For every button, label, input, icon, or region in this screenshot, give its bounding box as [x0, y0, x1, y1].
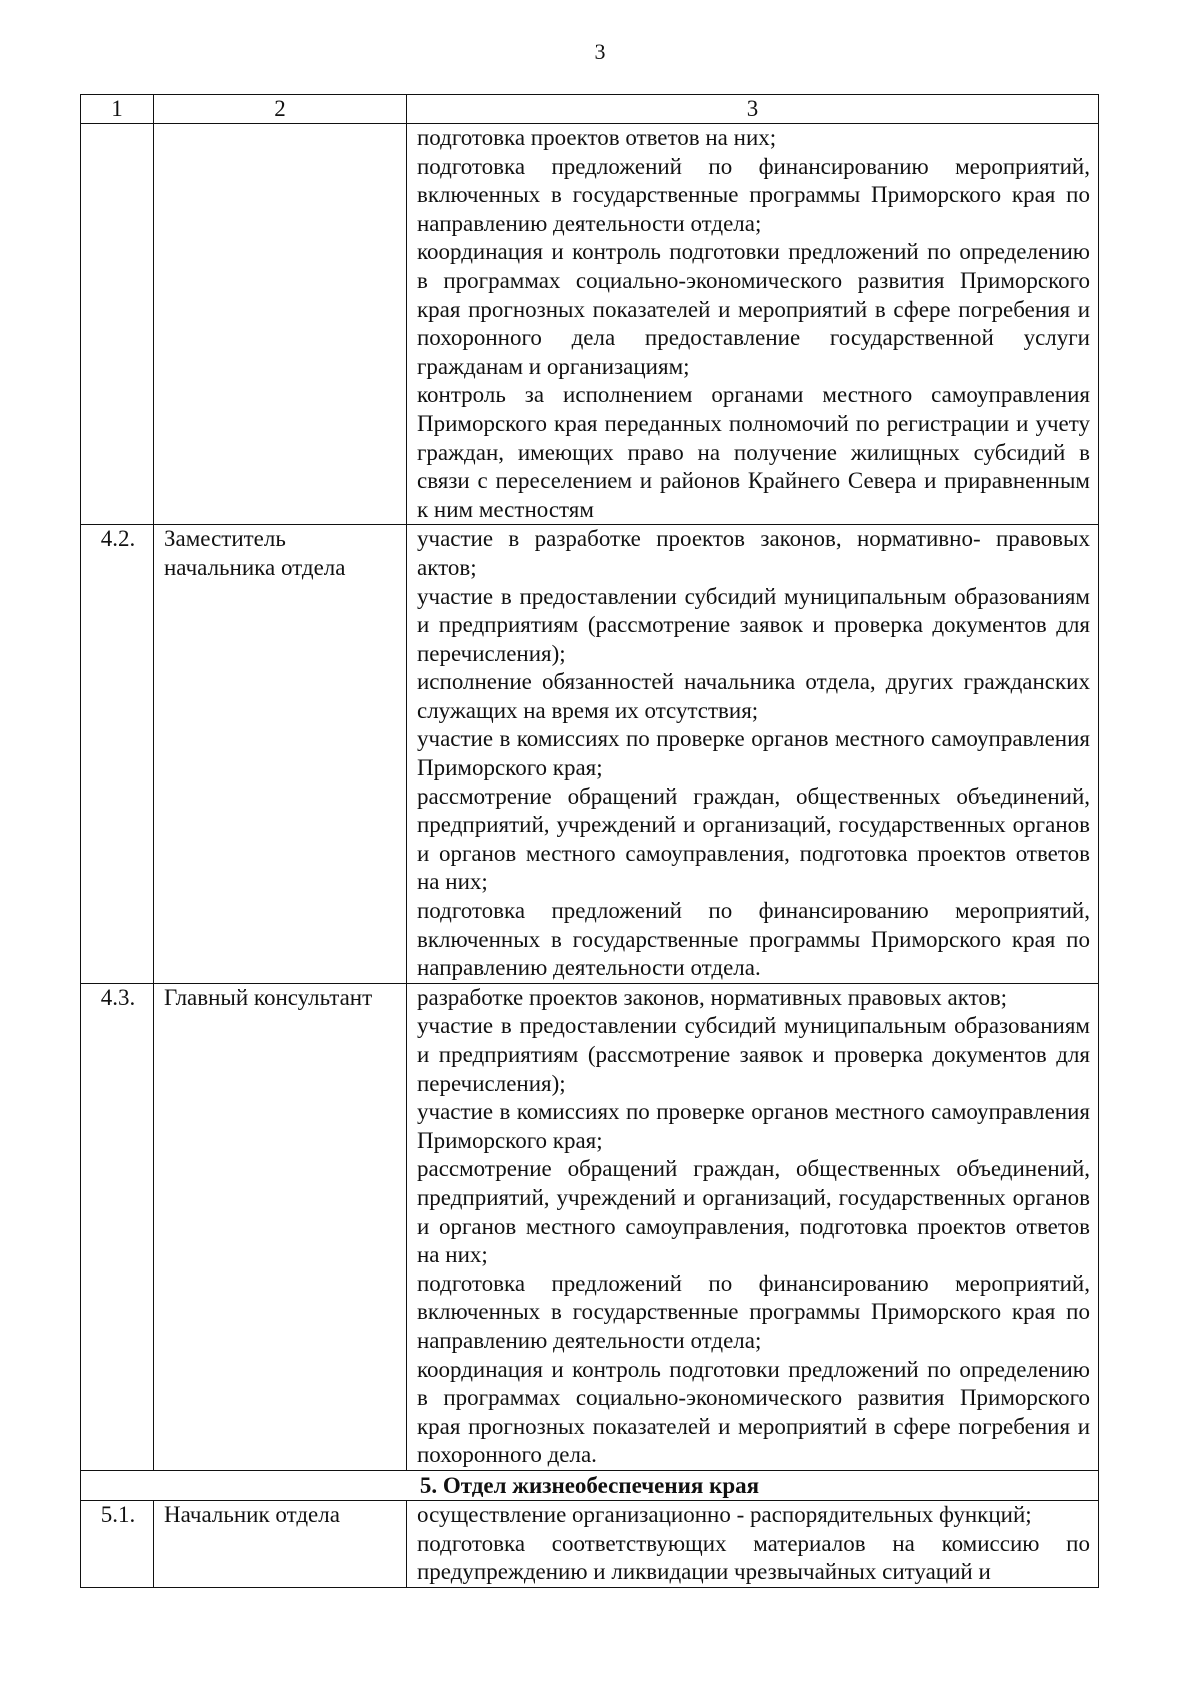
- section-heading-row: [81, 1470, 1099, 1500]
- column-header-2: 2: [154, 95, 407, 124]
- row-number-cell: [81, 124, 154, 525]
- position-cell: Заместитель начальника отдела: [154, 525, 407, 984]
- job-duties-table: [80, 94, 1099, 1588]
- duty-item: подготовка предложений по финансированию мероприятий, включенных в государственные программы Приморского края по направлению деятельности отдела;: [417, 153, 1090, 236]
- duty-item: координация и контроль подготовки предложений по определению в программах социально-экономического развития Приморского края прогнозных показателей и мероприятий в сфере погребения и похоронного дела предоставление государственной услуги гражданам и организациям;: [417, 239, 1090, 379]
- section-title: 5. Отдел жизнеобеспечения края: [81, 1470, 1099, 1500]
- row-number-cell: 4.2.: [81, 525, 154, 984]
- duty-item: участие в комиссиях по проверке органов местного самоуправления Приморского края;: [417, 726, 1090, 781]
- duty-item: подготовка предложений по финансированию мероприятий, включенных в государственные программы Приморского края по направлению деятельности отдела;: [417, 1270, 1090, 1353]
- duty-item: рассмотрение обращений граждан, общественных объединений, предприятий, учреждений и организаций, государственных органов и органов местного самоуправления, подготовка проектов ответов на них;: [417, 1156, 1090, 1268]
- table-row-5-1: [81, 1500, 1099, 1587]
- row-number-cell: 5.1.: [81, 1500, 154, 1587]
- duty-item: контроль за исполнением органами местного самоуправления Приморского края переданных полномочий по регистрации и учету граждан, имеющих право на получение жилищных субсидий в связи с переселением и районов Крайнего Севера и приравненным к ним местностям: [417, 382, 1090, 522]
- duty-item: осуществление организационно - распорядительных функций;: [417, 1501, 1032, 1527]
- duty-item: подготовка соответствующих материалов на комиссию по предупреждению и ликвидации чрезвычайных ситуаций и: [417, 1530, 1090, 1585]
- duty-item: рассмотрение обращений граждан, общественных объединений, предприятий, учреждений и организаций, государственных органов и органов местного самоуправления, подготовка проектов ответов на них;: [417, 783, 1090, 895]
- position-cell: Главный консультант: [154, 983, 407, 1470]
- duty-item: исполнение обязанностей начальника отдела, других гражданских служащих на время их отсутствия;: [417, 669, 1090, 723]
- duties-cell: [407, 124, 1099, 525]
- duty-item: участие в комиссиях по проверке органов местного самоуправления Приморского края;: [417, 1099, 1090, 1153]
- duties-cell: [407, 983, 1099, 1470]
- position-cell: [154, 124, 407, 525]
- duty-item: подготовка предложений по финансированию мероприятий, включенных в государственные программы Приморского края по направлению деятельности отдела.: [417, 898, 1090, 981]
- table-row-continuation: [81, 124, 1099, 525]
- duty-item: координация и контроль подготовки предложений по определению в программах социально-экономического развития Приморского края прогнозных показателей и мероприятий в сфере погребения и похоронного дела.: [417, 1356, 1090, 1468]
- table-row-4-2: [81, 525, 1099, 984]
- column-header-1: 1: [81, 95, 154, 124]
- duty-item: подготовка проектов ответов на них;: [417, 125, 777, 150]
- duties-cell: [407, 525, 1099, 984]
- table-row-4-3: [81, 983, 1099, 1470]
- duty-item: участие в предоставлении субсидий муниципальным образованиям и предприятиям (рассмотрение заявок и проверка документов для перечисления);: [417, 583, 1090, 666]
- duties-cell: [407, 1500, 1099, 1587]
- position-cell: Начальник отдела: [154, 1500, 407, 1587]
- duty-item: участие в разработке проектов законов, нормативно- правовых актов;: [417, 526, 1090, 580]
- duty-item: участие в предоставлении субсидий муниципальным образованиям и предприятиям (рассмотрение заявок и проверка документов для перечисления);: [417, 1013, 1090, 1096]
- table-header: [81, 95, 1099, 124]
- page-number: 3: [594, 39, 606, 64]
- column-header-3: 3: [407, 95, 1099, 124]
- row-number-cell: 4.3.: [81, 983, 154, 1470]
- duty-item: разработке проектов законов, нормативных правовых актов;: [417, 984, 1008, 1010]
